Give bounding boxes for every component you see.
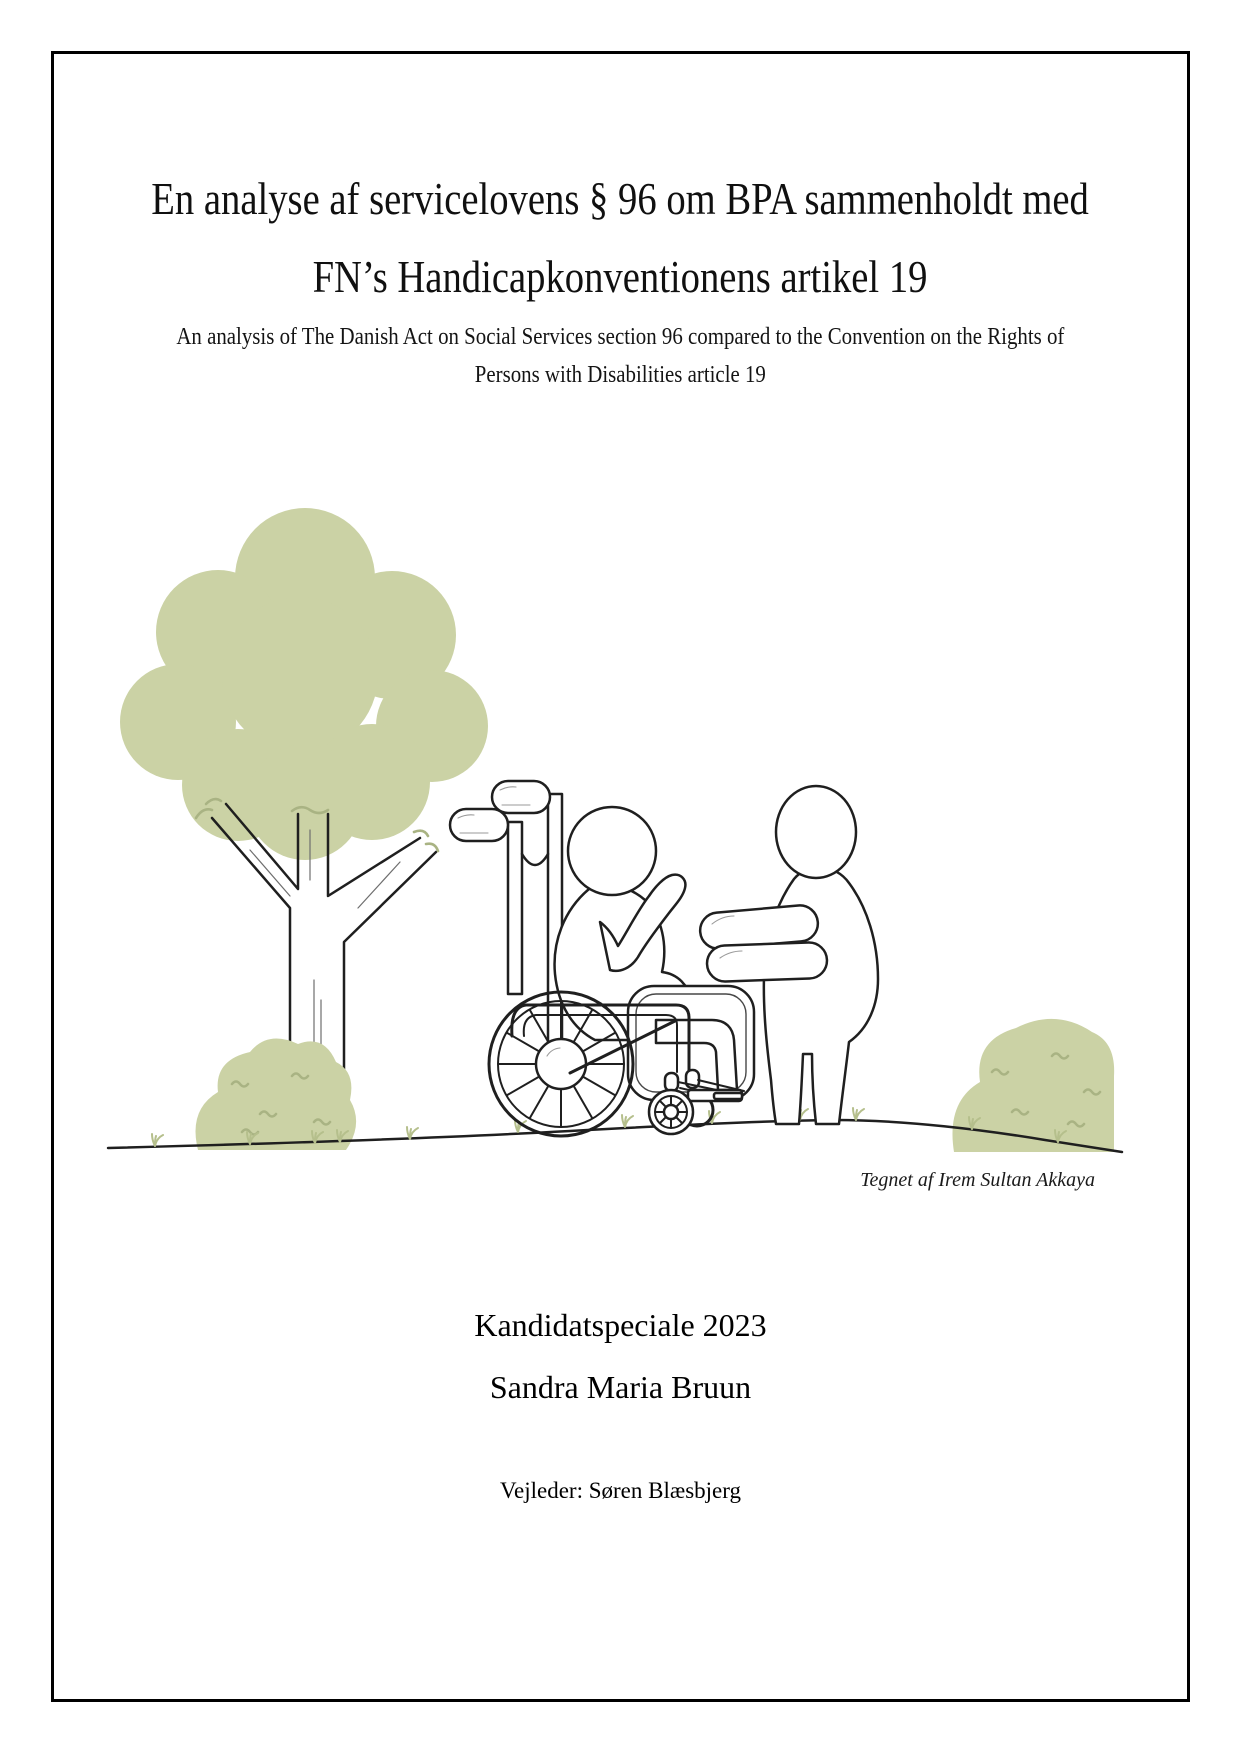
page-subtitle	[0, 318, 1241, 394]
supervisor-line: Vejleder: Søren Blæsbjerg	[499, 1478, 742, 1503]
subtitle-line-1: An analysis of The Danish Act on Social Services section 96 compared to the Convention on the Rights of	[176, 324, 1065, 350]
title-line-2: FN’s Handicapkonventionens artikel 19	[313, 251, 928, 302]
thesis-info	[0, 1294, 1241, 1418]
author-name: Sandra Maria Bruun	[489, 1369, 752, 1405]
page-title	[0, 160, 1241, 316]
degree-line: Kandidatspeciale 2023	[474, 1307, 767, 1343]
illustration-credit: Tegnet af Irem Sultan Akkaya	[860, 1169, 1095, 1191]
title-line-1: En analyse af servicelovens § 96 om BPA sammenholdt med	[151, 173, 1090, 224]
subtitle-line-2: Persons with Disabilities article 19	[474, 362, 767, 388]
